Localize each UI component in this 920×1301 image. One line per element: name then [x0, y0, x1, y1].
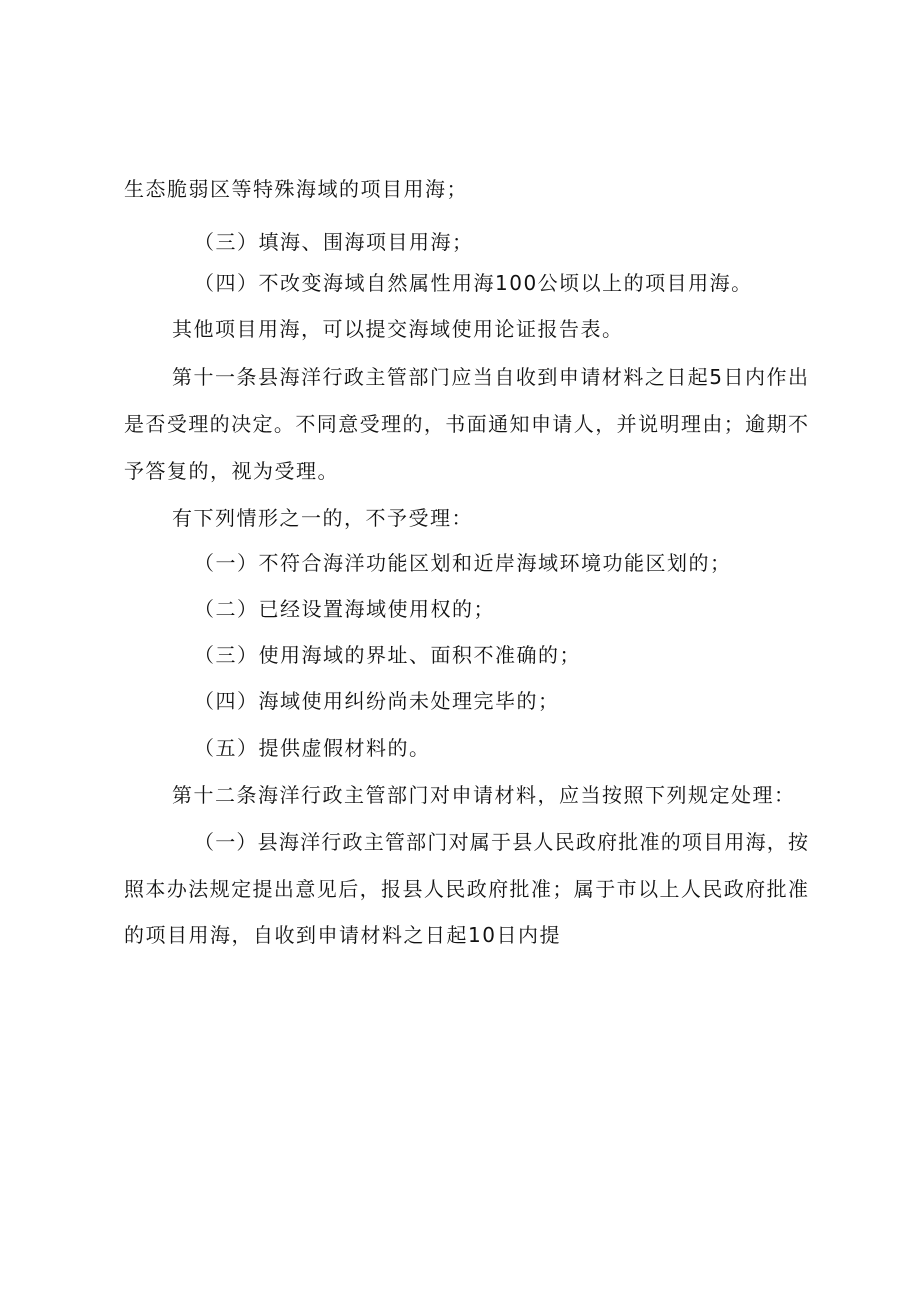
article-12-heading-line: 第十二条海洋行政主管部门对申请材料，应当按照下列规定处理：	[172, 783, 796, 807]
list-item: （五）提供虚假材料的。	[194, 736, 431, 760]
list-item: （三）填海、围海项目用海；	[194, 230, 474, 254]
text-line: 的项目用海，自收到申请材料之日起10日内提	[124, 923, 561, 947]
paragraph-start: 有下列情形之一的，不予受理：	[172, 506, 473, 530]
list-item: （一）不符合海洋功能区划和近岸海域环境功能区划的；	[194, 551, 732, 575]
text-line: 是否受理的决定。不同意受理的，书面通知申请人，并说明理由；逾期不	[124, 412, 808, 436]
list-item: （一）县海洋行政主管部门对属于县人民政府批准的项目用海，按	[194, 830, 808, 854]
list-item: （四）海域使用纠纷尚未处理完毕的；	[194, 689, 560, 713]
list-item: （三）使用海域的界址、面积不准确的；	[194, 643, 581, 667]
text-line: 照本办法规定提出意见后，报县人民政府批准；属于市以上人民政府批准	[124, 877, 808, 901]
text-line: 生态脆弱区等特殊海域的项目用海；	[124, 177, 468, 201]
text-line: 予答复的，视为受理。	[124, 459, 339, 483]
list-item: （二）已经设置海域使用权的；	[194, 597, 495, 621]
list-item: （四）不改变海域自然属性用海100公顷以上的项目用海。	[194, 271, 753, 295]
article-11-heading-line: 第十一条县海洋行政主管部门应当自收到申请材料之日起5日内作出	[172, 365, 808, 389]
paragraph-start: 其他项目用海，可以提交海域使用论证报告表。	[172, 317, 624, 341]
